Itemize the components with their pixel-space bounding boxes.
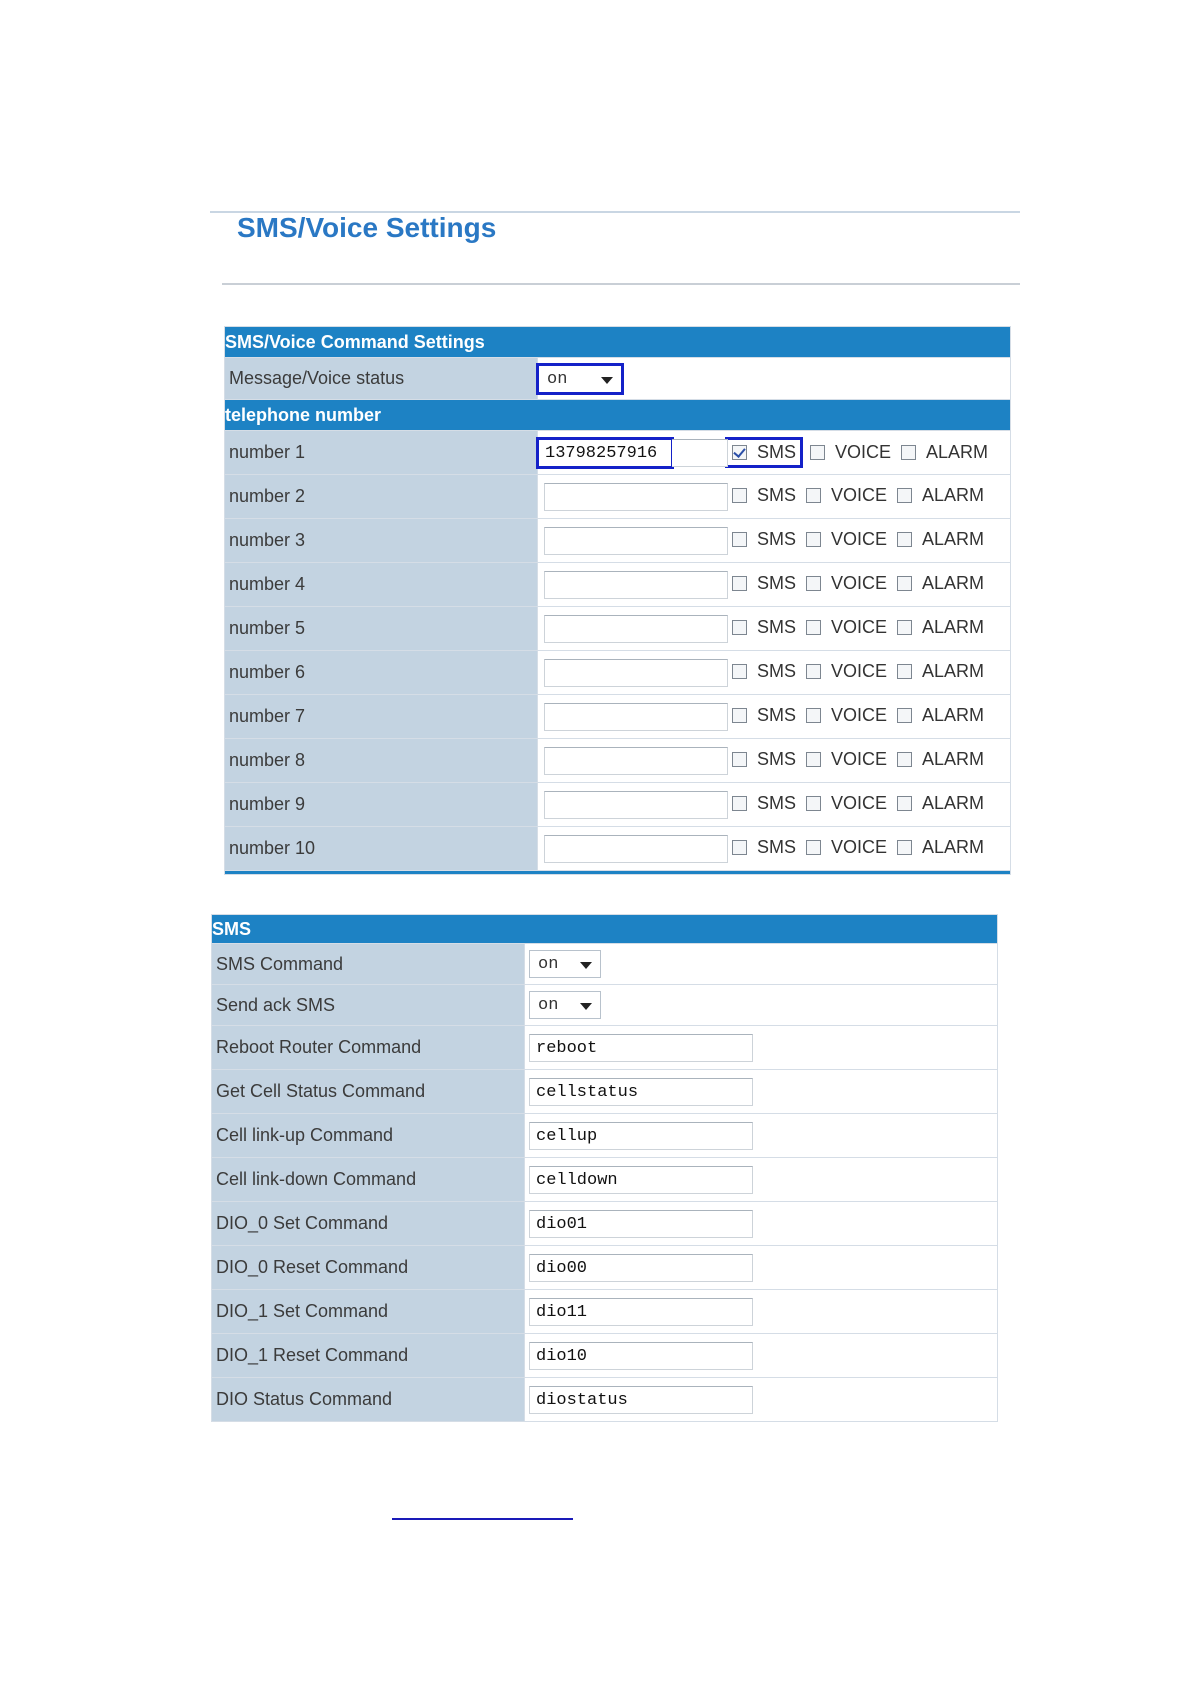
voice-checkbox[interactable] bbox=[806, 576, 821, 591]
command-row bbox=[212, 1378, 998, 1422]
send-ack-value: on bbox=[538, 996, 559, 1015]
sms-checkbox[interactable] bbox=[732, 752, 747, 767]
voice-checkbox[interactable] bbox=[806, 488, 821, 503]
command-input[interactable]: dio01 bbox=[529, 1210, 753, 1238]
alarm-checkbox[interactable] bbox=[897, 576, 912, 591]
sms-checkbox[interactable] bbox=[732, 488, 747, 503]
command-row bbox=[212, 1114, 998, 1158]
command-label: Cell link-down Command bbox=[212, 1158, 525, 1202]
sms-table bbox=[211, 914, 998, 1422]
number-row bbox=[225, 519, 1011, 563]
number-label: number 10 bbox=[225, 827, 538, 871]
sms-option-label: SMS bbox=[757, 661, 797, 681]
command-label: DIO_0 Reset Command bbox=[212, 1246, 525, 1290]
phone-number-input[interactable] bbox=[544, 615, 728, 643]
command-row bbox=[212, 1246, 998, 1290]
voice-checkbox[interactable] bbox=[806, 664, 821, 679]
sms-command-label: SMS Command bbox=[212, 944, 525, 985]
number-row bbox=[225, 431, 1011, 475]
command-row bbox=[212, 1290, 998, 1334]
voice-checkbox[interactable] bbox=[806, 620, 821, 635]
command-label: DIO Status Command bbox=[212, 1378, 525, 1422]
alarm-option-label: ALARM bbox=[922, 749, 985, 769]
phone-number-input[interactable] bbox=[544, 747, 728, 775]
number-row bbox=[225, 783, 1011, 827]
command-input[interactable]: dio00 bbox=[529, 1254, 753, 1282]
number-row bbox=[225, 695, 1011, 739]
alarm-checkbox[interactable] bbox=[897, 840, 912, 855]
page-title: SMS/Voice Settings bbox=[237, 212, 497, 243]
command-label: Get Cell Status Command bbox=[212, 1070, 525, 1114]
alarm-option-label: ALARM bbox=[922, 617, 985, 637]
voice-option-label: VOICE bbox=[831, 573, 888, 593]
sms-option-label: SMS bbox=[757, 617, 797, 637]
number-row bbox=[225, 563, 1011, 607]
message-voice-status-select[interactable] bbox=[538, 365, 622, 393]
voice-option-label: VOICE bbox=[831, 485, 888, 505]
number-label: number 8 bbox=[225, 739, 538, 783]
command-list bbox=[212, 1026, 998, 1422]
voice-checkbox[interactable] bbox=[810, 445, 825, 460]
alarm-checkbox[interactable] bbox=[897, 752, 912, 767]
number-row bbox=[225, 607, 1011, 651]
sms-command-value: on bbox=[538, 955, 559, 974]
link-underline[interactable] bbox=[392, 1518, 573, 1520]
voice-checkbox[interactable] bbox=[806, 752, 821, 767]
command-input[interactable]: diostatus bbox=[529, 1386, 753, 1414]
alarm-checkbox[interactable] bbox=[897, 708, 912, 723]
send-ack-label: Send ack SMS bbox=[212, 985, 525, 1026]
command-label: DIO_1 Set Command bbox=[212, 1290, 525, 1334]
command-label: DIO_0 Set Command bbox=[212, 1202, 525, 1246]
alarm-option-label: ALARM bbox=[922, 529, 985, 549]
section-title: telephone number bbox=[225, 400, 1011, 431]
command-input[interactable]: reboot bbox=[529, 1034, 753, 1062]
voice-checkbox[interactable] bbox=[806, 796, 821, 811]
chevron-down-icon bbox=[601, 377, 613, 384]
command-row bbox=[212, 1202, 998, 1246]
number-list bbox=[225, 431, 1011, 871]
alarm-checkbox[interactable] bbox=[897, 620, 912, 635]
phone-number-input[interactable] bbox=[544, 483, 728, 511]
sms-option-label: SMS bbox=[757, 749, 797, 769]
command-input[interactable]: dio11 bbox=[529, 1298, 753, 1326]
number-label: number 2 bbox=[225, 475, 538, 519]
number-label: number 3 bbox=[225, 519, 538, 563]
number-row bbox=[225, 827, 1011, 871]
command-input[interactable]: celldown bbox=[529, 1166, 753, 1194]
number-row bbox=[225, 739, 1011, 783]
title-divider bbox=[222, 283, 1020, 285]
sms-option-label: SMS bbox=[757, 793, 797, 813]
sms-checkbox[interactable] bbox=[732, 445, 747, 460]
sms-option-label: SMS bbox=[757, 442, 797, 462]
voice-checkbox[interactable] bbox=[806, 708, 821, 723]
sms-option-label: SMS bbox=[757, 705, 797, 725]
voice-option-label: VOICE bbox=[831, 837, 888, 857]
phone-number-input[interactable] bbox=[544, 791, 728, 819]
sms-option-label: SMS bbox=[757, 529, 797, 549]
command-input[interactable]: cellstatus bbox=[529, 1078, 753, 1106]
alarm-option-label: ALARM bbox=[922, 837, 985, 857]
phone-number-input-extension bbox=[672, 439, 728, 467]
number-row bbox=[225, 651, 1011, 695]
voice-option-label: VOICE bbox=[831, 529, 888, 549]
sms-checkbox[interactable] bbox=[732, 532, 747, 547]
sms-option-label: SMS bbox=[757, 573, 797, 593]
sms-header bbox=[212, 915, 998, 944]
sms-checkbox[interactable] bbox=[732, 576, 747, 591]
phone-number-input[interactable]: 13798257916 bbox=[538, 439, 672, 467]
command-label: DIO_1 Reset Command bbox=[212, 1334, 525, 1378]
sms-option-label: SMS bbox=[757, 837, 797, 857]
command-row bbox=[212, 1070, 998, 1114]
number-label: number 6 bbox=[225, 651, 538, 695]
sms-checkbox[interactable] bbox=[732, 620, 747, 635]
voice-option-label: VOICE bbox=[831, 749, 888, 769]
chevron-down-icon bbox=[580, 962, 592, 969]
alarm-checkbox[interactable] bbox=[897, 664, 912, 679]
command-settings-table bbox=[224, 326, 1011, 875]
phone-number-input[interactable] bbox=[544, 659, 728, 687]
voice-option-label: VOICE bbox=[831, 793, 888, 813]
sms-option-highlight bbox=[725, 437, 803, 468]
chevron-down-icon bbox=[580, 1003, 592, 1010]
phone-number-input[interactable] bbox=[544, 527, 728, 555]
telephone-header bbox=[225, 400, 1011, 431]
sms-command-row bbox=[212, 944, 998, 985]
status-row bbox=[225, 358, 1011, 400]
number-label: number 5 bbox=[225, 607, 538, 651]
alarm-checkbox[interactable] bbox=[897, 796, 912, 811]
sms-checkbox[interactable] bbox=[732, 708, 747, 723]
sms-checkbox[interactable] bbox=[732, 840, 747, 855]
voice-option-label: VOICE bbox=[831, 661, 888, 681]
command-settings-header bbox=[225, 327, 1011, 358]
alarm-checkbox[interactable] bbox=[901, 445, 916, 460]
sms-checkbox[interactable] bbox=[732, 796, 747, 811]
phone-number-input[interactable] bbox=[544, 703, 728, 731]
number-row bbox=[225, 475, 1011, 519]
send-ack-row bbox=[212, 985, 998, 1026]
table-footer-bar bbox=[225, 871, 1011, 875]
voice-checkbox[interactable] bbox=[806, 532, 821, 547]
number-label: number 4 bbox=[225, 563, 538, 607]
command-label: Reboot Router Command bbox=[212, 1026, 525, 1070]
section-title: SMS bbox=[212, 915, 998, 944]
alarm-option-label: ALARM bbox=[926, 442, 989, 462]
send-ack-select[interactable] bbox=[529, 991, 601, 1019]
phone-number-input[interactable] bbox=[544, 835, 728, 863]
alarm-option-label: ALARM bbox=[922, 793, 985, 813]
status-select-value: on bbox=[547, 369, 568, 389]
phone-number-input[interactable] bbox=[544, 571, 728, 599]
sms-option-label: SMS bbox=[757, 485, 797, 505]
command-row bbox=[212, 1334, 998, 1378]
command-row bbox=[212, 1026, 998, 1070]
command-input[interactable]: cellup bbox=[529, 1122, 753, 1150]
alarm-option-label: ALARM bbox=[922, 485, 985, 505]
alarm-option-label: ALARM bbox=[922, 661, 985, 681]
sms-checkbox[interactable] bbox=[732, 664, 747, 679]
voice-checkbox[interactable] bbox=[806, 840, 821, 855]
section-title: SMS/Voice Command Settings bbox=[225, 327, 1011, 358]
number-label: number 7 bbox=[225, 695, 538, 739]
voice-option-label: VOICE bbox=[835, 442, 892, 462]
alarm-option-label: ALARM bbox=[922, 573, 985, 593]
number-label: number 1 bbox=[225, 431, 538, 475]
sms-command-select[interactable] bbox=[529, 950, 601, 978]
alarm-option-label: ALARM bbox=[922, 705, 985, 725]
alarm-checkbox[interactable] bbox=[897, 488, 912, 503]
voice-option-label: VOICE bbox=[831, 617, 888, 637]
voice-option-label: VOICE bbox=[831, 705, 888, 725]
status-label: Message/Voice status bbox=[225, 358, 538, 400]
command-label: Cell link-up Command bbox=[212, 1114, 525, 1158]
command-input[interactable]: dio10 bbox=[529, 1342, 753, 1370]
command-row bbox=[212, 1158, 998, 1202]
alarm-checkbox[interactable] bbox=[897, 532, 912, 547]
number-label: number 9 bbox=[225, 783, 538, 827]
